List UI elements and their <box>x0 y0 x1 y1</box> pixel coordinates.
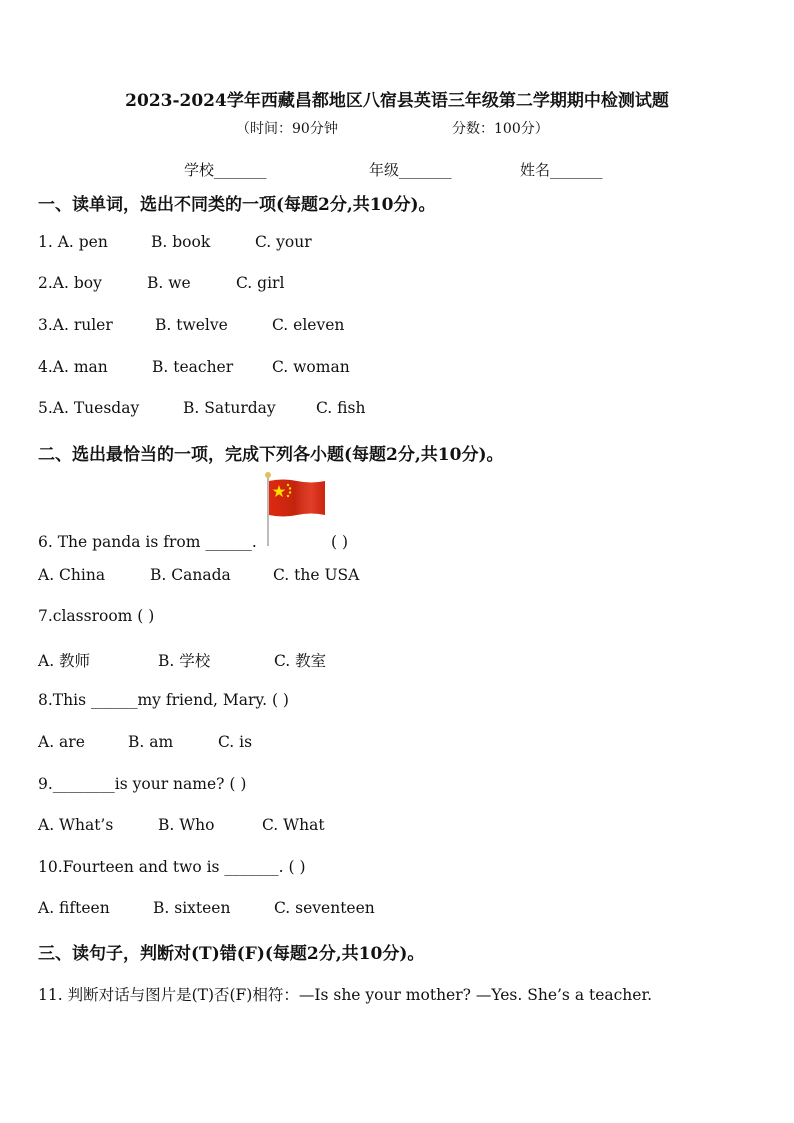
question-6-options <box>38 566 359 584</box>
question-4 <box>38 358 350 376</box>
name-field: 姓名_______ <box>520 161 603 179</box>
exam-time: （时间：90分钟 <box>236 121 338 137</box>
option-c: C. woman <box>272 358 350 376</box>
option-a: A. 教师 <box>38 652 91 670</box>
question-6-stem: 6. The panda is from ______. <box>38 533 257 551</box>
question-7-options <box>38 649 326 671</box>
section3-heading: 三、读句子，判断对(T)错(F)(每题2分,共10分)。 <box>38 944 425 964</box>
option-b: B. teacher <box>152 358 234 376</box>
china-flag-icon <box>269 479 325 517</box>
question-2 <box>38 274 284 292</box>
section1-heading: 一、读单词，选出不同类的一项(每题2分,共10分)。 <box>38 195 436 215</box>
option-b: B. 学校 <box>158 652 211 670</box>
option-b: B. Saturday <box>183 399 276 417</box>
option-b: B. Who <box>158 816 215 834</box>
option-c: C. eleven <box>272 316 345 334</box>
exam-score: 分数：100分） <box>452 121 549 137</box>
question-9-options <box>38 816 325 834</box>
option-b: B. book <box>151 233 211 251</box>
option-c: C. the USA <box>273 566 360 584</box>
grade-field: 年级_______ <box>369 161 452 179</box>
question-8-stem: 8.This ______my friend, Mary. ( ) <box>38 691 289 709</box>
option-a: 2.A. boy <box>38 274 102 292</box>
option-c: C. 教室 <box>274 652 327 670</box>
question-9-stem: 9.________is your name? ( ) <box>38 775 247 793</box>
option-a: A. What’s <box>38 816 114 834</box>
option-c: C. girl <box>236 274 285 292</box>
question-3 <box>38 316 344 334</box>
page-title: 2023-2024学年西藏昌都地区八宿县英语三年级第二学期期中检测试题 <box>125 91 669 111</box>
option-a: A. are <box>38 733 85 751</box>
question-6-paren: ( ) <box>331 533 349 551</box>
option-a: A. China <box>38 566 106 584</box>
option-b: B. twelve <box>155 316 228 334</box>
option-b: B. we <box>147 274 191 292</box>
question-5 <box>38 399 365 417</box>
option-c: C. your <box>255 233 312 251</box>
option-b: B. Canada <box>150 566 231 584</box>
option-a: 5.A. Tuesday <box>38 399 140 417</box>
option-b: B. sixteen <box>153 899 231 917</box>
china-flag-image <box>264 472 326 548</box>
option-c: C. fish <box>316 399 366 417</box>
flag-pole-top <box>265 472 271 478</box>
option-a: 3.A. ruler <box>38 316 113 334</box>
option-c: C. What <box>262 816 325 834</box>
question-10-options <box>38 899 375 917</box>
question-8-options <box>38 733 252 751</box>
question-11: 11. 判断对话与图片是(T)否(F)相符：—Is she your mother? —Yes. She’s a teacher. <box>38 986 653 1004</box>
school-field: 学校_______ <box>184 161 267 179</box>
question-10-stem: 10.Fourteen and two is _______. ( ) <box>38 858 306 876</box>
option-a: A. fifteen <box>38 899 110 917</box>
question-1 <box>38 233 312 251</box>
section2-heading: 二、选出最恰当的一项，完成下列各小题(每题2分,共10分)。 <box>38 445 504 465</box>
question-7-stem: 7.classroom ( ) <box>38 607 155 625</box>
option-a: 4.A. man <box>38 358 108 376</box>
option-c: C. is <box>218 733 253 751</box>
option-a: 1. A. pen <box>38 233 108 251</box>
option-b: B. am <box>128 733 174 751</box>
option-c: C. seventeen <box>274 899 375 917</box>
